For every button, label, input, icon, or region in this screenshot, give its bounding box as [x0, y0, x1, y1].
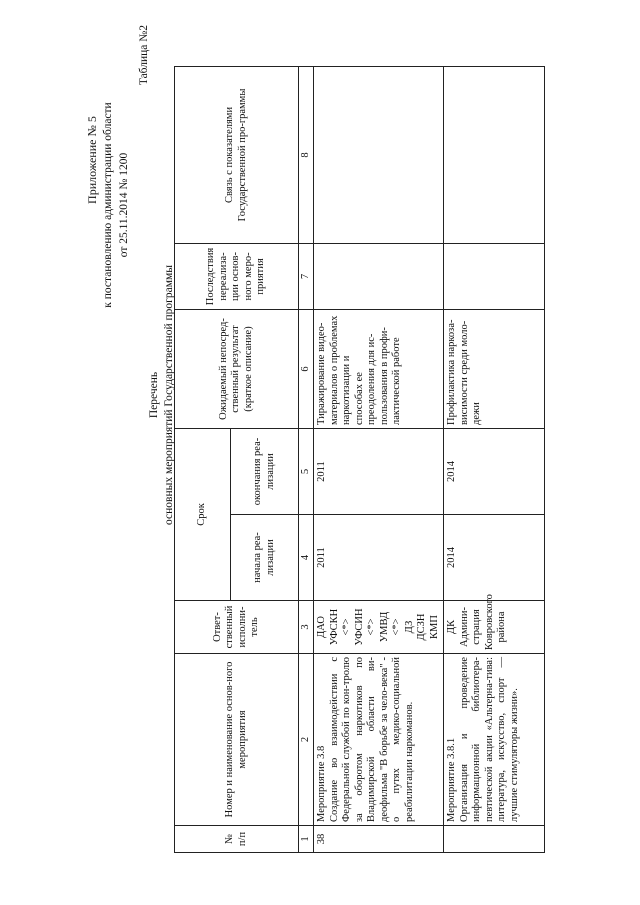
- table-row: [314, 66, 444, 852]
- measure-description: Организация и проведение информационной библиотера-певтической акции «Альтерна-тива: литература, искусство, спорт — лучшие стимуляторы жизни».: [458, 657, 520, 822]
- col-number: 2: [299, 654, 314, 826]
- term-start: 2014: [444, 515, 545, 601]
- col-number: 4: [299, 515, 314, 601]
- executor: ДАО: [316, 616, 327, 638]
- col-number: 6: [299, 309, 314, 428]
- program-link: [444, 66, 545, 243]
- measure-name: [444, 654, 545, 826]
- term-start: 2011: [314, 515, 444, 601]
- executor: УМВД <*>: [378, 611, 402, 643]
- executor: района: [496, 611, 507, 643]
- consequences: [314, 243, 444, 309]
- measures-table: [174, 66, 545, 853]
- executor: Ковровского: [483, 594, 495, 650]
- executor: ДК: [446, 619, 457, 635]
- measure-description: Создание во взаимодействии с Федеральной службой по кон-тролю за оборотом наркотиков по Владимирской области ви-деофильма "В борьбе за чело-века" - о путях медико-социальной реабилитации наркоманов.: [328, 657, 415, 822]
- col-number: 7: [299, 243, 314, 309]
- appendix-title: Приложение № 5: [85, 116, 99, 204]
- program-link: [314, 66, 444, 243]
- header-term-end: окончания реа-лизации: [231, 428, 299, 514]
- header-term: Срок: [175, 428, 231, 600]
- table-label: Таблица №2: [138, 25, 150, 86]
- measure-name: [314, 654, 444, 826]
- measure-title: Мероприятие 3.8.1: [446, 737, 457, 822]
- table-row: [444, 66, 545, 852]
- responsible-executor: [314, 601, 444, 654]
- measure-title: Мероприятие 3.8: [316, 745, 327, 822]
- decree-reference: к постановлению администрации области: [102, 102, 114, 308]
- consequences: [444, 243, 545, 309]
- row-num: 38: [314, 826, 444, 853]
- responsible-executor: [444, 594, 545, 654]
- header-consequences: Последствия нереализа-ции основ-ного меро-приятия: [175, 243, 299, 309]
- col-number: 8: [299, 66, 314, 243]
- header-link: Связь с показателями Государственной про-граммы: [175, 66, 299, 243]
- column-numbers-row: [299, 66, 314, 852]
- header-name: Номер и наименование основ-ного мероприятия: [175, 654, 299, 826]
- executor: УФСИН <*>: [353, 608, 377, 646]
- expected-result: Тиражирование видео-материалов о проблемах наркотизации и способах ее преодоления для ис-пользования в профи-лактической работе: [314, 309, 444, 428]
- executor: Админи-страция: [458, 607, 482, 647]
- col-number: 5: [299, 428, 314, 514]
- row-num: [444, 826, 545, 853]
- list-subtitle: основных мероприятий Государственной программы: [163, 265, 175, 525]
- header-num: № п/п: [175, 826, 299, 853]
- term-end: 2014: [444, 428, 545, 514]
- executor: КМП: [428, 615, 440, 639]
- header-result: Ожидаемый непосред-ственный результат (краткое описание): [175, 309, 299, 428]
- decree-date: от 25.11.2014 № 1200: [118, 152, 130, 258]
- executor: УФСКН <*>: [328, 608, 352, 646]
- executor: ДЗ: [403, 620, 415, 634]
- header-responsible: Ответ-ственный исполни-тель: [175, 601, 299, 654]
- executor: ДСЗН: [416, 613, 427, 641]
- expected-result: Профилактика наркоза-висимости среди моло-дежи: [444, 309, 545, 428]
- col-number: 3: [299, 601, 314, 654]
- header-term-start: начала реа-лизации: [231, 515, 299, 601]
- col-number: 1: [299, 826, 314, 853]
- list-title: Перечень: [148, 371, 160, 419]
- term-end: 2011: [314, 428, 444, 514]
